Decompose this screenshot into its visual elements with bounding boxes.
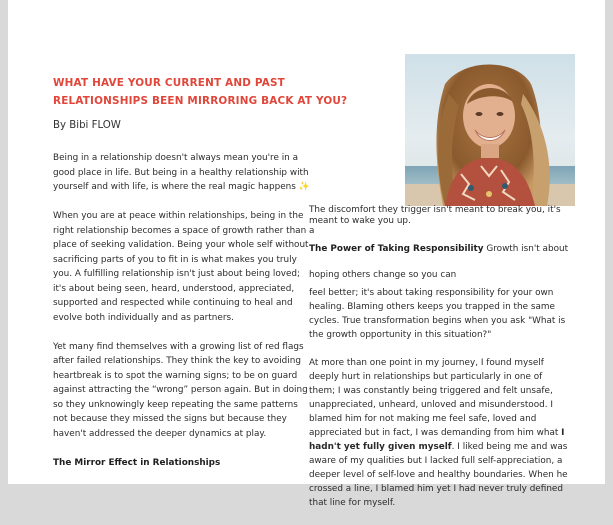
- intro-paragraph: [53, 151, 315, 195]
- peace-paragraph: When you are at peace within relationships, being in the right relationship becomes a space of growth rather than a place of seeking validation. Being your whole self without sacrificing parts of you to fit in is what makes you truly you. A fulfilling relationship isn't just about being loved; it's about being seen, heard, understood, appreciated, supported and respected while continuing to heal and evolve both individually and as partners.: [53, 211, 315, 323]
- discomfort-paragraph: The discomfort they trigger isn't meant to break you, it's meant to wake you up.: [309, 205, 561, 226]
- red-flags-paragraph: Yet many find themselves with a growing list of red flags after failed relationships. They think the key to avoiding heartbreak is to spot the warning signs; to be on guard against attracting the “wrong” person again. But in doing so they unknowingly keep repeating the same patterns not because they missed the signs but because they haven't addressed the deeper dynamics at play.: [53, 341, 308, 439]
- journey-bold-text: I hadn't yet fully given myself: [309, 428, 565, 452]
- responsibility-fragment: hoping others change so you can: [309, 270, 457, 280]
- article-title: WHAT HAVE YOUR CURRENT AND PAST RELATIONSHIPS BEEN MIRRORING BACK AT YOU?: [53, 77, 348, 107]
- right-column: [309, 205, 571, 525]
- responsibility-heading-tail: Growth isn't about: [483, 243, 569, 254]
- responsibility-heading: The Power of Taking Responsibility: [309, 243, 484, 254]
- mirror-effect-heading: The Mirror Effect in Relationships: [53, 457, 221, 468]
- document-page: [8, 0, 605, 508]
- journey-text-start: At more than one point in my journey, I found myself deeply hurt in relationships but particularly in one of them; I was constantly being triggered and felt unsafe, unappreciated, unheard, unloved and misunderstood. I blamed him for not making me feel safe, loved and appreciated but in fact, I was demanding from him what: [309, 358, 562, 438]
- responsibility-heading-line: [309, 242, 571, 257]
- intro-text: Being in a relationship doesn't always mean you're in a good place in life. But being in a healthy relationship with yourself and with life, is where the real magic happens: [53, 153, 309, 192]
- journey-text-end: . I liked being me and was aware of my qualities but I lacked full self-appreciation, a deeper level of self-love and healthy boundaries. When he crossed a line, I blamed him yet I had never truly defined that line for myself.: [309, 442, 568, 508]
- left-column: [53, 151, 315, 485]
- responsibility-paragraph: feel better; it's about taking responsibility for your own healing. Blaming others keeps you trapped in the same cycles. True transformation begins when you ask "What is the growth opportunity in this situation?": [309, 287, 566, 340]
- journey-paragraph: [309, 356, 571, 510]
- author-byline: By Bibi FLOW: [53, 120, 121, 131]
- sparkle-icon: ✨: [298, 182, 310, 192]
- author-photo: [405, 54, 575, 206]
